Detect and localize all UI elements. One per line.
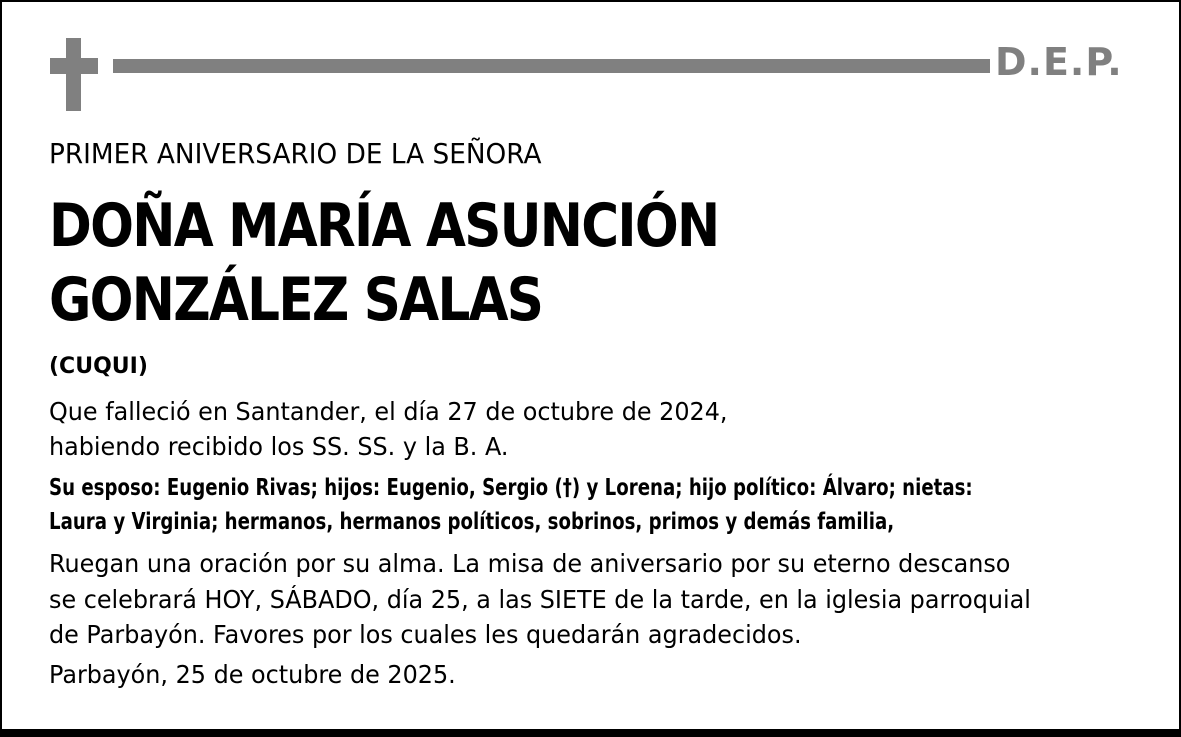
intro-text: PRIMER ANIVERSARIO DE LA SEÑORA: [49, 137, 542, 170]
mass-info-line-2: se celebrará HOY, SÁBADO, día 25, a las SIETE de la tarde, en la iglesia parroquial: [49, 585, 1031, 614]
header-rule: [113, 59, 990, 73]
dep-label: D.E.P.: [995, 40, 1123, 84]
family-line-2: Laura y Virginia; hermanos, hermanos políticos, sobrinos, primos y demás familia,: [49, 509, 895, 535]
mass-info-line-1: Ruegan una oración por su alma. La misa de aniversario por su eterno descanso: [49, 549, 1011, 578]
family-line-1: Su esposo: Eugenio Rivas; hijos: Eugenio, Sergio (†) y Lorena; hijo político: Álvaro; nietas:: [49, 475, 973, 501]
mass-info-line-3: de Parbayón. Favores por los cuales les quedarán agradecidos.: [49, 620, 802, 649]
deceased-name-line-1: DOÑA MARÍA ASUNCIÓN: [49, 191, 719, 261]
cross-horizontal-bar: [50, 58, 98, 74]
death-info-line-1: Que falleció en Santander, el día 27 de octubre de 2024,: [49, 397, 728, 426]
death-info-line-2: habiendo recibido los SS. SS. y la B. A.: [49, 432, 509, 461]
deceased-name-line-2: GONZÁLEZ SALAS: [49, 265, 543, 335]
nickname: (CUQUI): [49, 354, 148, 379]
place-date: Parbayón, 25 de octubre de 2025.: [49, 660, 456, 689]
cross-vertical-bar: [66, 38, 81, 111]
